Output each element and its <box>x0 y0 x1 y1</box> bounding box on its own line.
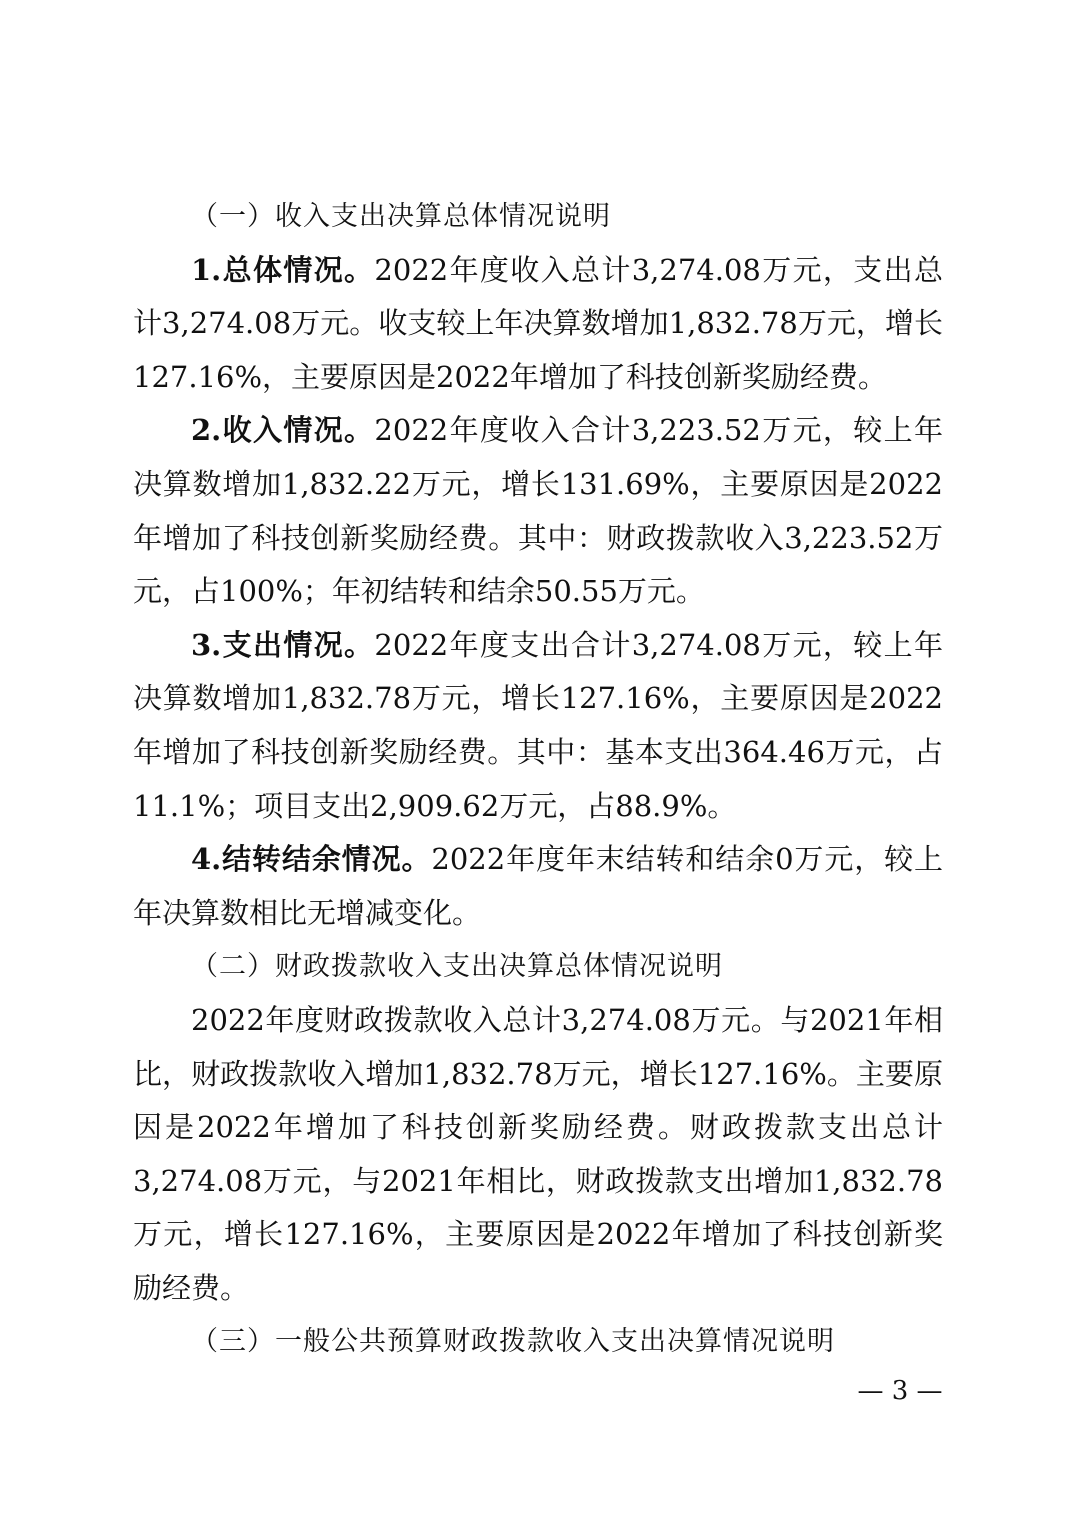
paragraph-text-overall: 2022年度收入总计3,274.08万元，支出总计3,274.08万元。收支较上年决算数增加1,832.78万元，增长127.16%，主要原因是2022年增加了科技创新奖励经费。 <box>133 252 943 394</box>
section-heading-3: （三）一般公共预算财政拨款收入支出决算情况说明 <box>191 1326 835 1358</box>
section-heading-1: （一）收入支出决算总体情况说明 <box>191 201 611 232</box>
paragraph-overall <box>133 244 943 405</box>
paragraph-expenditure <box>133 619 943 833</box>
paragraph-text-balance: 2022年度年末结转和结余0万元，较上年决算数相比无增减变化。 <box>133 842 943 930</box>
paragraph-balance <box>133 833 943 940</box>
paragraph-income <box>133 404 943 618</box>
section-heading-2: （二）财政拨款收入支出决算总体情况说明 <box>191 951 723 983</box>
paragraph-lead-balance: 4.结转结余情况。 <box>191 842 432 877</box>
paragraph-text-income: 2022年度收入合计3,223.52万元，较上年决算数增加1,832.22万元，增长131.69%，主要原因是2022年增加了科技创新奖励经费。其中：财政拨款收入3,223.52万元，占100%；年初结转和结余50.55万元。 <box>133 413 943 609</box>
paragraph-fiscal-allocation: 2022年度财政拨款收入总计3,274.08万元。与2021年相比，财政拨款收入增加1,832.78万元，增长127.16%。主要原因是2022年增加了科技创新奖励经费。财政拨款支出总计3,274.08万元，与2021年相比，财政拨款支出增加1,832.78万元，增长127.16%，主要原因是2022年增加了科技创新奖励经费。 <box>133 1002 943 1305</box>
paragraph-lead-income: 2.收入情况。 <box>191 413 375 448</box>
page-number: — 3 — <box>857 1376 943 1406</box>
paragraph-lead-expenditure: 3.支出情况。 <box>191 627 375 662</box>
paragraph-lead-overall: 1.总体情况。 <box>191 252 375 287</box>
paragraph-text-expenditure: 2022年度支出合计3,274.08万元，较上年决算数增加1,832.78万元，增长127.16%，主要原因是2022年增加了科技创新奖励经费。其中：基本支出364.46万元，占11.1%；项目支出2,909.62万元，占88.9%。 <box>133 627 943 823</box>
document-body <box>133 190 943 1369</box>
